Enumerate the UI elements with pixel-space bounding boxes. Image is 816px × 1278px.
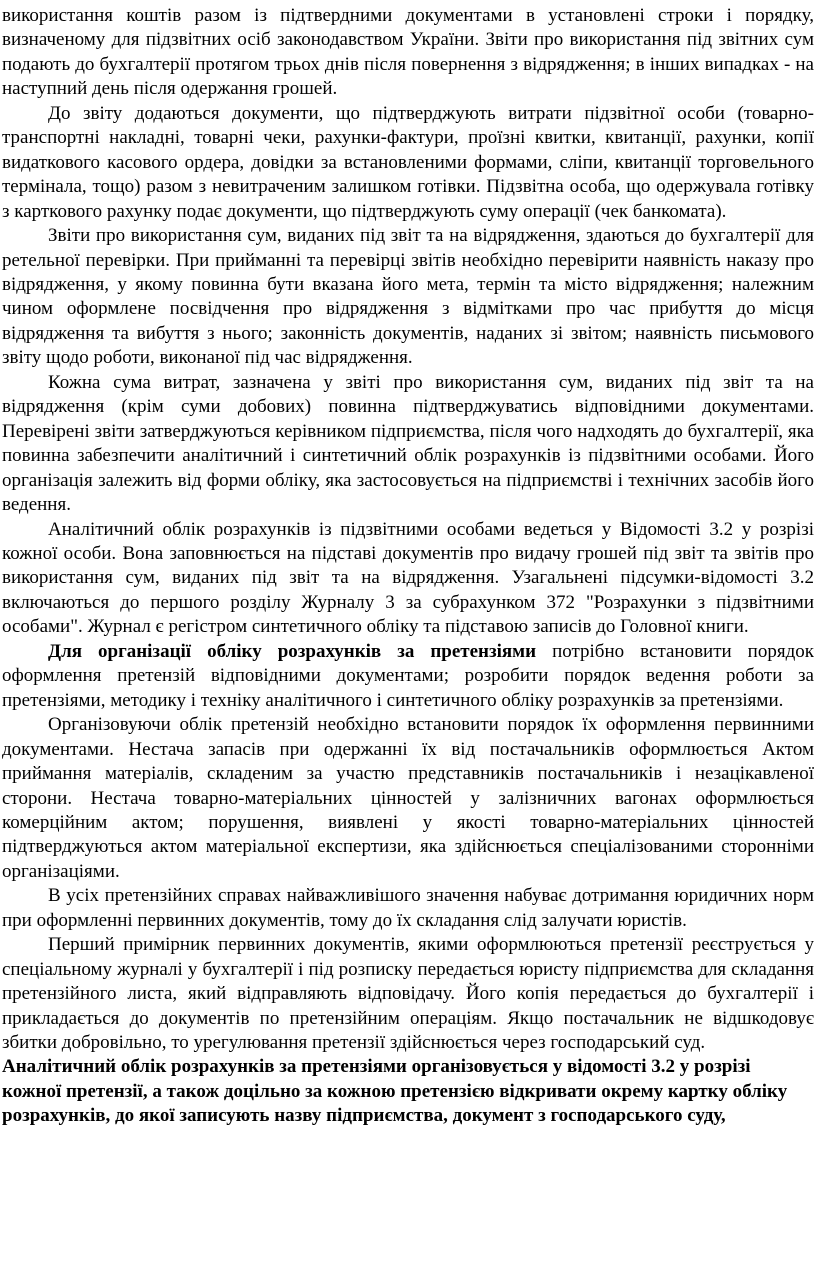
paragraph-report-verification: Звіти про використання сум, виданих під звіт та на відрядження, здаються до бухгалтерії для ретельної перевірки. При прийманні та перевірці звітів необхідно перевірити наявність наказу про відрядження, у якому повинна бути вказана його мета, термін та місто відрядження; належним чином оформлене посвідчення про відрядження з відмітками про час прибуття до місця відрядження та вибуття з нього; законність документів, наданих зі звітом; наявність письмового звіту щодо роботи, виконаної під час відрядження. <box>2 225 814 369</box>
paragraph-continuation: використання коштів разом із підтвердними документами в установлені строки і порядку, визначеному для підзвітних осіб законодавством України. Звіти про використання під звітних сум подають до бухгалтерії протягом трьох днів після повернення з відрядження; в інших випадках - на наступний день після одержання грошей. <box>2 5 814 100</box>
paragraph-analytical-accounting: Аналітичний облік розрахунків із підзвітними особами ведеться у Відомості 3.2 у розрізі кожної особи. Вона заповнюється на підставі документів про видачу грошей під звіт та звітів про використання сум, виданих під звіт та на відрядження. Узагальнені підсумки-відомості 3.2 включаються до першого розділу Журналу 3 за субрахунком 372 "Розрахунки з підзвітними особами". Журнал є регістром синтетичного обліку та підставою записів до Головної книги. <box>2 518 814 638</box>
paragraph-claims-organization <box>2 640 814 713</box>
paragraph-final-bold: Аналітичний облік розрахунків за претензіями організовується у відомості 3.2 у розрізі кожної претензії, а також доцільно за кожною претензією відкривати окрему картку обліку розрахунків, до якої записують назву підприємства, документ з господарського суду, <box>2 1056 788 1127</box>
paragraph-first-copy: Перший примірник первинних документів, якими оформлюються претензії реєструється у спеціальному журналі у бухгалтерії і під розписку передається юристу підприємства для складання претензійного листа, який відправляють відповідачу. Його копія передається до бухгалтерії і прикладається до документів по претензійним операціям. Якщо постачальник не відшкодовує збитки добровільно, то урегулювання претензії здійснюється через господарський суд. <box>2 934 814 1054</box>
paragraph-expense-confirmation: Кожна сума витрат, зазначена у звіті про використання сум, виданих під звіт та на відрядження (крім суми добових) повинна підтверджуватись відповідними документами. Перевірені звіти затверджуються керівником підприємства, після чого надходять до бухгалтерії, яка повинна забезпечити аналітичний і синтетичний облік розрахунків із підзвітними особами. Його організація залежить від форми обліку, яка застосовується на підприємстві і технічних засобів його ведення. <box>2 371 814 516</box>
claims-text: потрібно встановити порядок оформлення претензій відповідними документами; розробити порядок ведення роботи за претензіями, методику і техніку аналітичного і синтетичного обліку розрахунків за претензіями. <box>2 640 814 711</box>
paragraph-report-documents: До звіту додаються документи, що підтверджують витрати підзвітної особи (товарно-транспортні накладні, товарні чеки, рахунки-фактури, проїзні квитки, квитанції, рахунки, копії видаткового касового ордера, довідки за встановленими формами, сліпи, квитанції торговельного термінала, тощо) разом з невитраченим залишком готівки. Підзвітна особа, що одержувала готівку з карткового рахунку подає документи, що підтверджують суму операції (чек банкомата). <box>2 102 814 222</box>
claims-heading: Для організації обліку розрахунків за претензіями <box>48 640 537 662</box>
paragraph-legal-norms: В усіх претензійних справах найважливішого значення набуває дотримання юридичних норм при оформленні первинних документів, тому до їх складання слід залучати юристів. <box>2 885 814 931</box>
paragraph-claims-documents: Організовуючи облік претензій необхідно встановити порядок їх оформлення первинними документами. Нестача запасів при одержанні їх від постачальників оформлюється Актом приймання матеріалів, складеним за участю представників постачальників і незацікавленої сторони. Нестача товарно-матеріальних цінностей у залізничних вагонах оформлюється комерційним актом; порушення, виявлені у якості товарно-матеріальних цінностей підтверджуються актом матеріальної експертизи, яка здійснюється спеціалізованими сторонніми організаціями. <box>2 714 814 882</box>
